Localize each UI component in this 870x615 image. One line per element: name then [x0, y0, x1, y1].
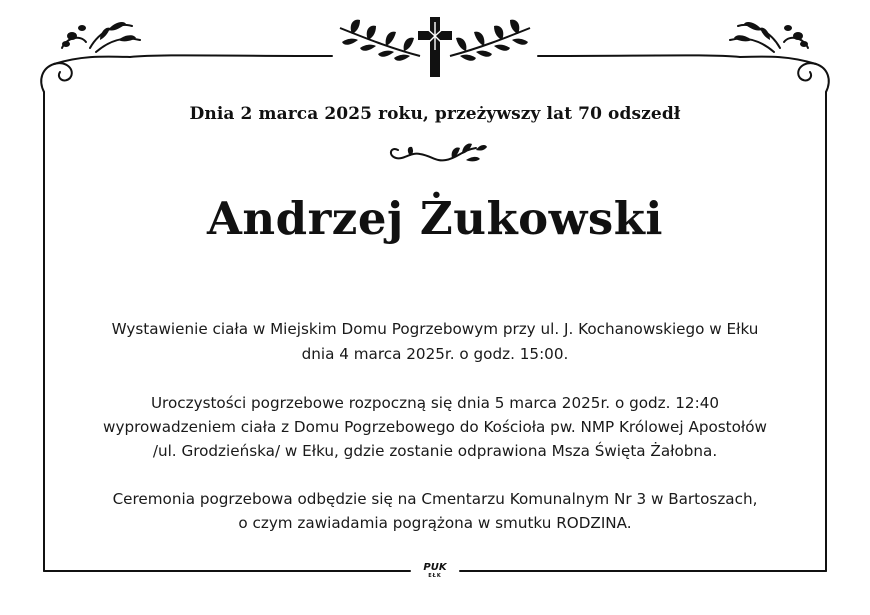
- company-logo: [417, 563, 453, 579]
- divider-flourish-icon: [391, 143, 487, 161]
- paragraph-line: o czym zawiadamia pogrążona w smutku RODZINA.: [238, 514, 632, 532]
- logo-main-text: PUK: [423, 562, 447, 573]
- corner-flourish-left-icon: [41, 25, 140, 92]
- paragraph-line: Wystawienie ciała w Miejskim Domu Pogrzebowym przy ul. J. Kochanowskiego w Ełku: [111, 320, 759, 338]
- paragraph-line: /ul. Grodzieńska/ w Ełku, gdzie zostanie odprawiona Msza Święta Żałobna.: [152, 442, 718, 460]
- paragraph-line: Uroczystości pogrzebowe rozpoczną się dnia 5 marca 2025r. o godz. 12:40: [150, 394, 720, 412]
- corner-flourish-right-icon: [730, 25, 829, 92]
- paragraph-line: Ceremonia pogrzebowa odbędzie się na Cmentarzu Komunalnym Nr 3 w Bartoszach,: [112, 490, 758, 508]
- logo-sub-text: EŁK: [428, 573, 442, 579]
- laurel-branch-left-icon: [340, 20, 420, 61]
- laurel-branch-right-icon: [450, 20, 530, 61]
- deceased-name: Andrzej Żukowski: [206, 192, 664, 245]
- intro-text: Dnia 2 marca 2025 roku, przeżywszy lat 70 odszedł: [189, 104, 681, 124]
- paragraph-line: dnia 4 marca 2025r. o godz. 15:00.: [301, 345, 569, 363]
- paragraph-line: wyprowadzeniem ciała z Domu Pogrzebowego do Kościoła pw. NMP Królowej Apostołów: [103, 418, 767, 436]
- cross-icon: [418, 17, 452, 77]
